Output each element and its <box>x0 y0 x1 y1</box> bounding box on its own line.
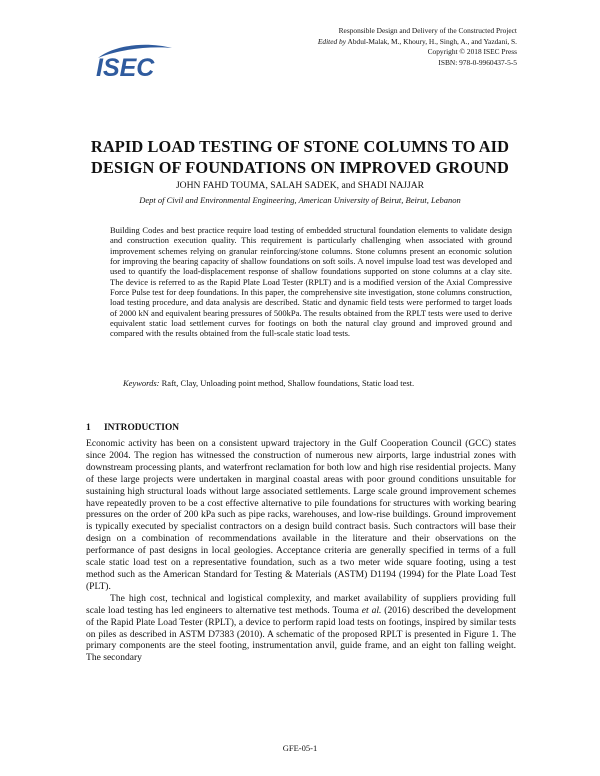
paragraph-2-part-1: The high cost, technical and logistical complexity, and market availability of suppliers providing full scale load testing has led engineers to alternative test methods. Touma <box>86 592 516 616</box>
logo-wordmark: ISEC <box>96 54 155 80</box>
header-proceedings-title: Responsible Design and Delivery of the Constructed Project <box>338 26 517 35</box>
page-footer: GFE-05-1 <box>282 743 318 753</box>
body-text <box>86 438 516 664</box>
paragraph-2-et-al: et al. <box>361 604 382 616</box>
paper-title <box>60 136 540 178</box>
affiliation: Dept of Civil and Environmental Engineering, American University of Beirut, Beirut, Lebanon <box>139 195 461 205</box>
keywords <box>123 378 414 388</box>
conference-header <box>318 26 517 68</box>
section-heading <box>86 423 179 433</box>
abstract <box>110 225 512 339</box>
header-editor-names: Abdul-Malak, M., Khoury, H., Singh, A., and Yazdani, S. <box>346 36 517 46</box>
keywords-text: Raft, Clay, Unloading point method, Shallow foundations, Static load test. <box>161 378 415 388</box>
header-copyright: Copyright © 2018 ISEC Press <box>427 47 517 57</box>
author-list: JOHN FAHD TOUMA, SALAH SADEK, and SHADI NAJJAR <box>175 180 425 191</box>
keywords-label: Keywords: <box>123 378 160 388</box>
header-isbn: ISBN: 978-0-9960437-5-5 <box>438 57 517 67</box>
section-title: INTRODUCTION <box>104 423 180 433</box>
header-editors <box>318 37 517 48</box>
title-line-2: DESIGN OF FOUNDATIONS ON IMPROVED GROUND <box>91 158 509 177</box>
header-edited-by: Edited by <box>317 36 347 46</box>
title-line-1: RAPID LOAD TESTING OF STONE COLUMNS TO AID <box>90 137 510 156</box>
isec-logo <box>92 40 180 80</box>
paragraph-2 <box>86 593 516 664</box>
paragraph-2-part-2: (2016) described the development of the Rapid Plate Load Tester (RPLT), a device to perform rapid load tests on footings, inspired by similar tests on piles as described in ASTM D7383 (2010). A schematic of the proposed RPLT is presented in Figure 1. The primary components are the steel footing, instrumentation anvil, guide frame, and an eight ton falling weight. The secondary <box>86 604 517 664</box>
paragraph-1: Economic activity has been on a consistent upward trajectory in the Gulf Cooperation Council (GCC) states since 2004. The region has witnessed the construction of numerous new airports, large industrial zones with downstream processing plants, and waterfront reclamation for both low and high rise residential projects. Many of these large projects were undertaken in marginal coastal areas with poor ground conditions unsuitable for sustaining high structural loads without large associated settlements. Large scale ground improvement schemes have repeatedly proven to be a cost effective alternative to pile foundations for structures with working bearing pressures on the order of 200 kPa such as pipe racks, warehouses, and low-rise buildings. Ground improvement is typically executed by specialist contractors on a design build contract basis. Such contractors will base their design on a combination of recommendations available in the literature and their observations on the performance of past designs in local geologies. Acceptance criteria are generally specified in terms of a full scale static load test on a representative foundation, such as a two meter wide square footing, using a test method such as the American Standard for Testing & Materials (ASTM) D1194 (1994) for the Plate Load Test (PLT). <box>86 438 516 592</box>
abstract-text: Building Codes and best practice require load testing of embedded structural foundation elements to validate design and construction execution quality. This requirement is particularly challenging when associated with ground improvement schemes relying on granular reinforcing/stone columns. Stone columns present an economic solution for improving the bearing capacity of shallow foundations on soft soils. A novel impulse load test was developed and used to quantify the load-displacement response of shallow foundations supported on stone columns at a clay site. The device is referred to as the Rapid Plate Load Tester (RPLT) and is a modified version of the Axial Compressive Force Pulse test for deep foundations. In this paper, the comprehensive site investigation, stone columns construction, load testing procedure, and data analysis are described. Static and dynamic field tests were performed to target loads of 2000 kN and equivalent bearing pressures of 500kPa. The results obtained from the RPLT tests were used to derive equivalent static load settlement curves for footings on both the natural clay ground and improved ground and compared with the results obtained from the full-scale static load tests. <box>110 225 512 339</box>
section-number: 1 <box>86 423 91 433</box>
